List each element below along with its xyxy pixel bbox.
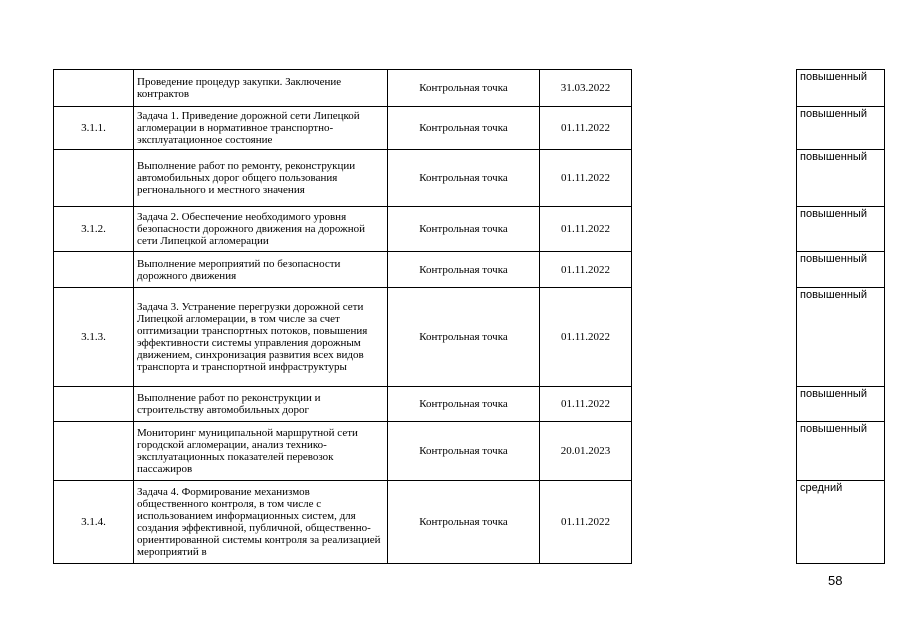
row-date: 01.11.2022: [540, 481, 632, 564]
row-number: 3.1.4.: [54, 481, 134, 564]
risk-level: повышенный: [797, 107, 885, 150]
table-row: [54, 150, 632, 207]
risk-level: повышенный: [797, 422, 885, 481]
row-number: 3.1.3.: [54, 288, 134, 387]
row-date: 20.01.2023: [540, 422, 632, 481]
row-type: Контрольная точка: [388, 150, 540, 207]
row-type: Контрольная точка: [388, 70, 540, 107]
table-row: [797, 288, 885, 387]
table-row: [797, 70, 885, 107]
row-number: [54, 252, 134, 288]
table-row: [797, 387, 885, 422]
row-description: Выполнение работ по реконструкции и строительству автомобильных дорог: [134, 387, 388, 422]
table-row: [797, 481, 885, 564]
table-row: [54, 481, 632, 564]
row-description: Задача 3. Устранение перегрузки дорожной сети Липецкой агломерации, в том числе за счет оптимизации транспортных потоков, повышения эффективности системы управления дорожным движением, синхронизация развития всех видов транспорта и транспортной инфраструктуры: [134, 288, 388, 387]
control-points-table: [53, 69, 632, 564]
row-date: 01.11.2022: [540, 252, 632, 288]
row-description: Задача 2. Обеспечение необходимого уровня безопасности дорожного движения на дорожной сети Липецкой агломерации: [134, 207, 388, 252]
risk-level-table: [796, 69, 885, 564]
risk-level: повышенный: [797, 70, 885, 107]
table-row: [54, 387, 632, 422]
risk-level: средний: [797, 481, 885, 564]
row-description: Задача 1. Приведение дорожной сети Липецкой агломерации в нормативное транспортно-эксплуатационное состояние: [134, 107, 388, 150]
row-number: 3.1.1.: [54, 107, 134, 150]
row-description: Выполнение работ по ремонту, реконструкции автомобильных дорог общего пользования регнонального и местного значения: [134, 150, 388, 207]
row-number: [54, 422, 134, 481]
row-description: Проведение процедур закупки. Заключение контрактов: [134, 70, 388, 107]
row-number: [54, 387, 134, 422]
table-row: [54, 107, 632, 150]
row-date: 01.11.2022: [540, 150, 632, 207]
row-type: Контрольная точка: [388, 107, 540, 150]
row-number: [54, 70, 134, 107]
table-row: [54, 252, 632, 288]
row-type: Контрольная точка: [388, 481, 540, 564]
row-date: 01.11.2022: [540, 207, 632, 252]
risk-level: повышенный: [797, 288, 885, 387]
row-date: 01.11.2022: [540, 387, 632, 422]
row-type: Контрольная точка: [388, 422, 540, 481]
risk-level: повышенный: [797, 387, 885, 422]
row-date: 01.11.2022: [540, 288, 632, 387]
risk-level: повышенный: [797, 150, 885, 207]
row-type: Контрольная точка: [388, 288, 540, 387]
row-type: Контрольная точка: [388, 207, 540, 252]
table-row: [797, 252, 885, 288]
table-row: [797, 107, 885, 150]
table-row: [797, 207, 885, 252]
page-number: 58: [828, 573, 843, 588]
row-type: Контрольная точка: [388, 252, 540, 288]
table-row: [54, 70, 632, 107]
risk-level: повышенный: [797, 252, 885, 288]
row-date: 31.03.2022: [540, 70, 632, 107]
row-type: Контрольная точка: [388, 387, 540, 422]
row-description: Задача 4. Формирование механизмов общественного контроля, в том числе с использованием информационных систем, для создания эффективной, публичной, общественно-ориентированной системы контроля за реализацией мероприятий в: [134, 481, 388, 564]
row-description: Мониторинг муниципальной маршрутной сети городской агломерации, анализ технико-эксплуатационных показателей перевозок пассажиров: [134, 422, 388, 481]
table-row: [797, 150, 885, 207]
row-description: Выполнение мероприятий по безопасности дорожного движения: [134, 252, 388, 288]
table-row: [54, 288, 632, 387]
row-number: 3.1.2.: [54, 207, 134, 252]
row-date: 01.11.2022: [540, 107, 632, 150]
risk-level: повышенный: [797, 207, 885, 252]
row-number: [54, 150, 134, 207]
table-row: [797, 422, 885, 481]
table-row: [54, 207, 632, 252]
table-row: [54, 422, 632, 481]
